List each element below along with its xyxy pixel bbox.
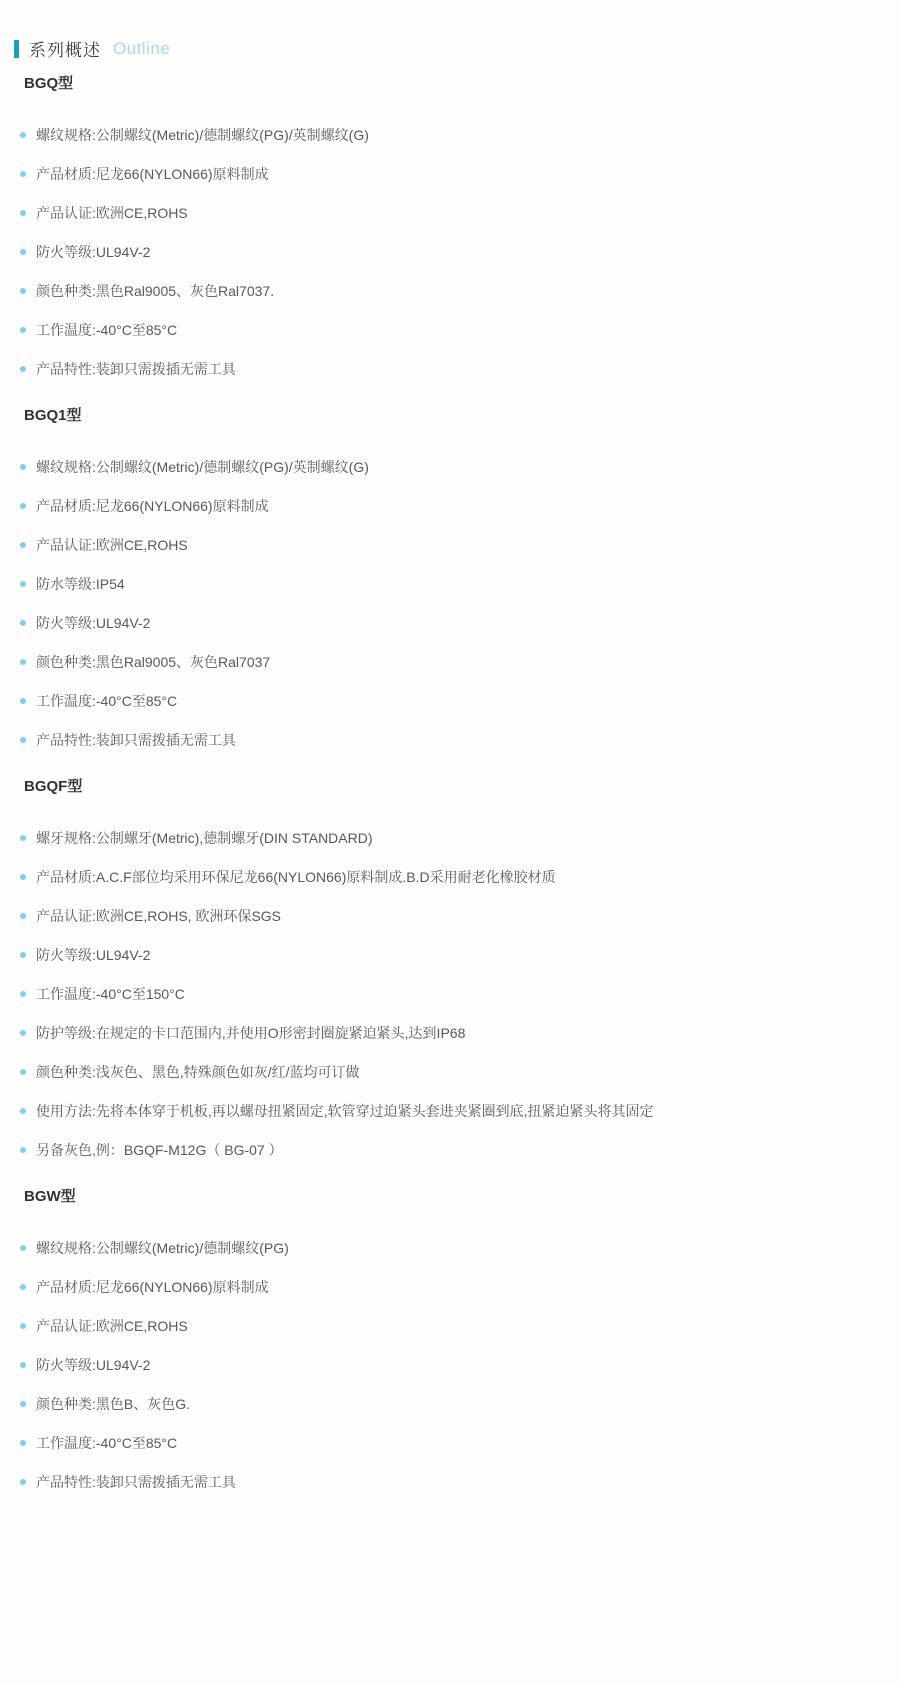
list-item [20, 1358, 880, 1372]
bullet-dot-icon [20, 952, 26, 958]
list-item [20, 1280, 880, 1294]
spec-text: 颜色种类:黑色Ral9005、灰色Ral7037 [36, 654, 271, 670]
spec-text: 产品特性:装卸只需拨插无需工具 [36, 361, 236, 377]
spec-text: 颜色种类:浅灰色、黑色,特殊颜色如灰/红/蓝均可订做 [36, 1064, 360, 1080]
bullet-dot-icon [20, 1147, 26, 1153]
list-item [20, 206, 880, 220]
spec-text: 产品认证:欧洲CE,ROHS [36, 537, 188, 553]
spec-text: 产品材质:尼龙66(NYLON66)原料制成 [36, 1279, 269, 1295]
list-item [20, 128, 880, 142]
bullet-dot-icon [20, 874, 26, 880]
list-item [20, 616, 880, 630]
spec-text: 颜色种类:黑色B、灰色G. [36, 1396, 191, 1412]
bullet-dot-icon [20, 1362, 26, 1368]
spec-text: 螺牙规格:公制螺牙(Metric),德制螺牙(DIN STANDARD) [36, 830, 373, 846]
spec-text: 螺纹规格:公制螺纹(Metric)/德制螺纹(PG) [36, 1240, 289, 1256]
bullet-dot-icon [20, 991, 26, 997]
spec-text: 螺纹规格:公制螺纹(Metric)/德制螺纹(PG)/英制螺纹(G) [36, 459, 369, 475]
bullet-dot-icon [20, 132, 26, 138]
spec-text: 防水等级:IP54 [36, 576, 125, 592]
section-heading-bgq1: BGQ1型 [24, 407, 82, 424]
bullet-dot-icon [20, 1245, 26, 1251]
bullet-dot-icon [20, 698, 26, 704]
bullet-dot-icon [20, 249, 26, 255]
spec-text: 产品材质:尼龙66(NYLON66)原料制成 [36, 166, 269, 182]
spec-text: 防护等级:在规定的卡口范围内,并使用O形密封圈旋紧迫紧头,达到IP68 [36, 1025, 466, 1041]
bullet-dot-icon [20, 171, 26, 177]
list-item [20, 870, 880, 884]
bullet-dot-icon [20, 620, 26, 626]
list-item [20, 1241, 880, 1255]
spec-text: 产品认证:欧洲CE,ROHS, 欧洲环保SGS [36, 908, 282, 924]
page-subtitle: Outline [113, 38, 171, 58]
bullet-dot-icon [20, 542, 26, 548]
list-item [20, 460, 880, 474]
list-item [20, 987, 880, 1001]
list-item [20, 1143, 880, 1157]
spec-text: 另备灰色,例：BGQF-M12G（ BG-07 ） [36, 1142, 283, 1158]
bullet-dot-icon [20, 737, 26, 743]
list-item [20, 1397, 880, 1411]
spec-text: 防火等级:UL94V-2 [36, 615, 151, 631]
bullet-dot-icon [20, 1401, 26, 1407]
bullet-dot-icon [20, 913, 26, 919]
list-item [20, 909, 880, 923]
spec-text: 工作温度:-40°C至85°C [36, 1435, 178, 1451]
spec-text: 工作温度:-40°C至150°C [36, 986, 185, 1002]
list-item [20, 694, 880, 708]
list-item [20, 538, 880, 552]
list-item [20, 245, 880, 259]
list-item [20, 284, 880, 298]
bullet-dot-icon [20, 503, 26, 509]
section-heading-bgw: BGW型 [24, 1188, 76, 1205]
spec-text: 产品认证:欧洲CE,ROHS [36, 1318, 188, 1334]
bullet-dot-icon [20, 1030, 26, 1036]
spec-text: 产品特性:装卸只需拨插无需工具 [36, 1474, 236, 1490]
list-item [20, 1475, 880, 1489]
list-item [20, 577, 880, 591]
spec-text: 产品特性:装卸只需拨插无需工具 [36, 732, 236, 748]
bullet-dot-icon [20, 464, 26, 470]
bullet-dot-icon [20, 1108, 26, 1114]
bullet-dot-icon [20, 1440, 26, 1446]
spec-list-bgqf [14, 831, 880, 1157]
list-item [20, 499, 880, 513]
bullet-dot-icon [20, 659, 26, 665]
bullet-dot-icon [20, 1284, 26, 1290]
list-item [20, 733, 880, 747]
spec-list-bgq1 [14, 460, 880, 747]
spec-text: 防火等级:UL94V-2 [36, 1357, 151, 1373]
section-heading-bgq: BGQ型 [24, 75, 74, 92]
list-item [20, 167, 880, 181]
bullet-dot-icon [20, 1323, 26, 1329]
spec-text: 颜色种类:黑色Ral9005、灰色Ral7037. [36, 283, 275, 299]
spec-text: 防火等级:UL94V-2 [36, 947, 151, 963]
bullet-dot-icon [20, 366, 26, 372]
spec-text: 防火等级:UL94V-2 [36, 244, 151, 260]
bullet-dot-icon [20, 1479, 26, 1485]
bullet-dot-icon [20, 210, 26, 216]
spec-text: 产品材质:A.C.F部位均采用环保尼龙66(NYLON66)原料制成.B.D采用耐老化橡胶材质 [36, 869, 556, 885]
section-heading-bgqf: BGQF型 [24, 778, 83, 795]
list-item [20, 323, 880, 337]
page-title: 系列概述 [29, 41, 101, 60]
spec-list-bgw [14, 1241, 880, 1489]
bullet-dot-icon [20, 581, 26, 587]
list-item [20, 1065, 880, 1079]
spec-text: 使用方法:先将本体穿于机板,再以螺母扭紧固定,软管穿过迫紧头套进夹紧圈到底,扭紧迫紧头将其固定 [36, 1103, 654, 1119]
spec-text: 工作温度:-40°C至85°C [36, 693, 178, 709]
page-header [14, 36, 880, 61]
list-item [20, 1026, 880, 1040]
list-item [20, 655, 880, 669]
bullet-dot-icon [20, 1069, 26, 1075]
bullet-dot-icon [20, 835, 26, 841]
list-item [20, 948, 880, 962]
spec-text: 产品认证:欧洲CE,ROHS [36, 205, 188, 221]
list-item [20, 831, 880, 845]
list-item [20, 1104, 880, 1118]
spec-text: 螺纹规格:公制螺纹(Metric)/德制螺纹(PG)/英制螺纹(G) [36, 127, 369, 143]
spec-text: 产品材质:尼龙66(NYLON66)原料制成 [36, 498, 269, 514]
list-item [20, 1319, 880, 1333]
accent-bar-icon [14, 40, 19, 58]
list-item [20, 1436, 880, 1450]
bullet-dot-icon [20, 327, 26, 333]
list-item [20, 362, 880, 376]
bullet-dot-icon [20, 288, 26, 294]
spec-text: 工作温度:-40°C至85°C [36, 322, 178, 338]
spec-list-bgq [14, 128, 880, 376]
